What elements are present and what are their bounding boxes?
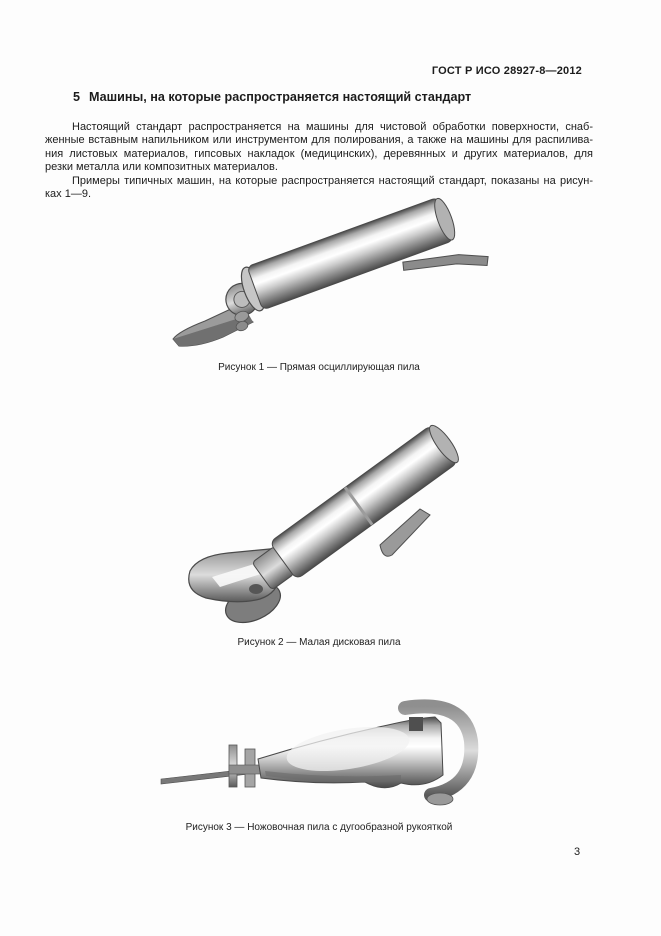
- page-number: 3: [574, 846, 581, 858]
- section-heading: [73, 90, 471, 104]
- section-title: Машины, на которые распространяется настоящий стандарт: [89, 90, 472, 104]
- body-text: [45, 121, 593, 201]
- saw-body: [217, 196, 491, 354]
- section-number: 5: [73, 90, 81, 104]
- straight-oscillating-saw-illustration: [165, 196, 500, 356]
- small-circular-saw-illustration: [168, 413, 503, 641]
- saw-body: [248, 421, 463, 595]
- document-code-header: ГОСТ Р ИСО 28927-8—2012: [431, 65, 582, 77]
- figure-3-caption: Рисунок 3 — Ножовочная пила с дугообразной рукояткой: [185, 822, 453, 833]
- paragraph-line: резки металла или композитных материалов.: [45, 161, 278, 174]
- front-bracket: [229, 745, 263, 787]
- hacksaw-bow-handle-illustration: [153, 683, 515, 813]
- paragraph-line: ния листовых материалов, гипсовых накладок (медицинских), деревянных и других материалов, для: [45, 147, 593, 160]
- paragraph-line: ках 1—9.: [45, 188, 92, 201]
- paragraph-line: Примеры типичных машин, на которые распространяется настоящий стандарт, показаны на рисун-: [72, 174, 593, 187]
- paragraph-line: женные вставным напильником или инструментом для полирования, а также на машины для распилива-: [45, 134, 593, 147]
- arbor-screw: [249, 584, 263, 594]
- throttle-lever: [380, 509, 430, 556]
- paragraph-line: Настоящий стандарт распространяется на машины для чистовой обработки поверхности, снаб-: [72, 121, 593, 133]
- handle-detail: [409, 717, 423, 731]
- figure-1-caption: Рисунок 1 — Прямая осциллирующая пила: [218, 362, 420, 373]
- figure-2-caption: Рисунок 2 — Малая дисковая пила: [237, 637, 401, 648]
- handle-foot: [427, 793, 453, 805]
